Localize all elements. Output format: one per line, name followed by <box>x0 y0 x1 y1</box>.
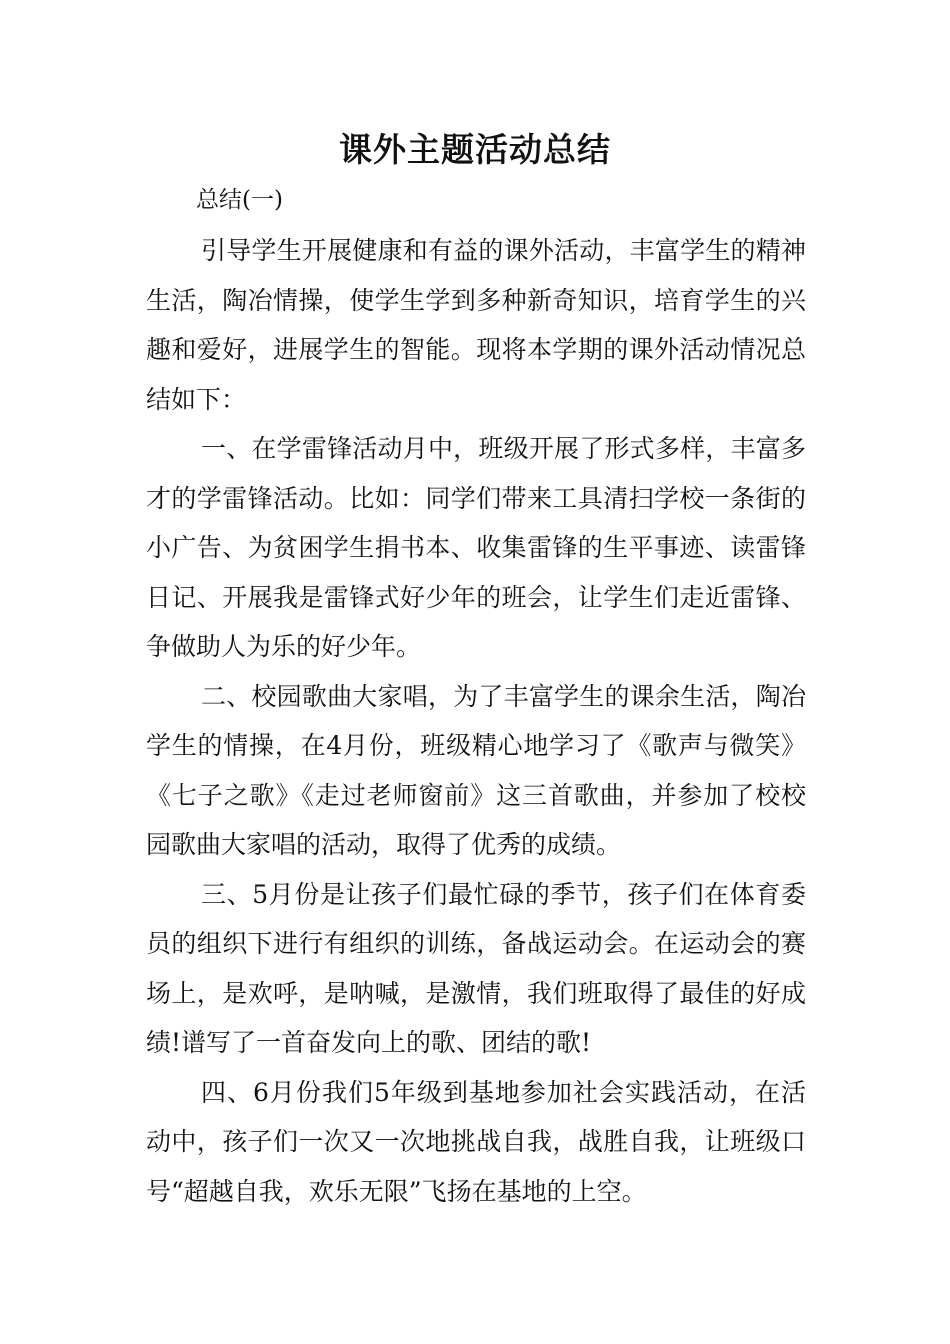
paragraph-item-3: 三、5月份是让孩子们最忙碌的季节，孩子们在体育委员的组织下进行有组织的训练，备战运动会。在运动会的赛场上，是欢呼，是呐喊，是激情，我们班取得了最佳的好成绩!谱写了一首奋发向上的歌、团结的歌! <box>146 879 806 1057</box>
document-title: 课外主题活动总结 <box>339 130 611 169</box>
section-subtitle: 总结(一) <box>196 187 283 213</box>
paragraph-item-4: 四、6月份我们5年级到基地参加社会实践活动，在活动中，孩子们一次又一次地挑战自我，战胜自我，让班级口号“超越自我，欢乐无限”飞扬在基地的上空。 <box>146 1077 806 1206</box>
paragraph-intro: 引导学生开展健康和有益的课外活动，丰富学生的精神生活，陶冶情操，使学生学到多种新奇知识，培育学生的兴趣和爱好，进展学生的智能。现将本学期的课外活动情况总结如下： <box>146 236 806 414</box>
paragraph-item-1: 一、在学雷锋活动月中，班级开展了形式多样，丰富多才的学雷锋活动。比如：同学们带来工具清扫学校一条街的小广告、为贫困学生捐书本、收集雷锋的生平事迹、读雷锋日记、开展我是雷锋式好少年的班会，让学生们走近雷锋、争做助人为乐的好少年。 <box>146 434 806 661</box>
document-body <box>146 226 806 1216</box>
paragraph-item-2: 二、校园歌曲大家唱，为了丰富学生的课余生活，陶冶学生的情操，在4月份，班级精心地学习了《歌声与微笑》《七子之歌》《走过老师窗前》这三首歌曲，并参加了校校园歌曲大家唱的活动，取得了优秀的成绩。 <box>146 681 806 859</box>
